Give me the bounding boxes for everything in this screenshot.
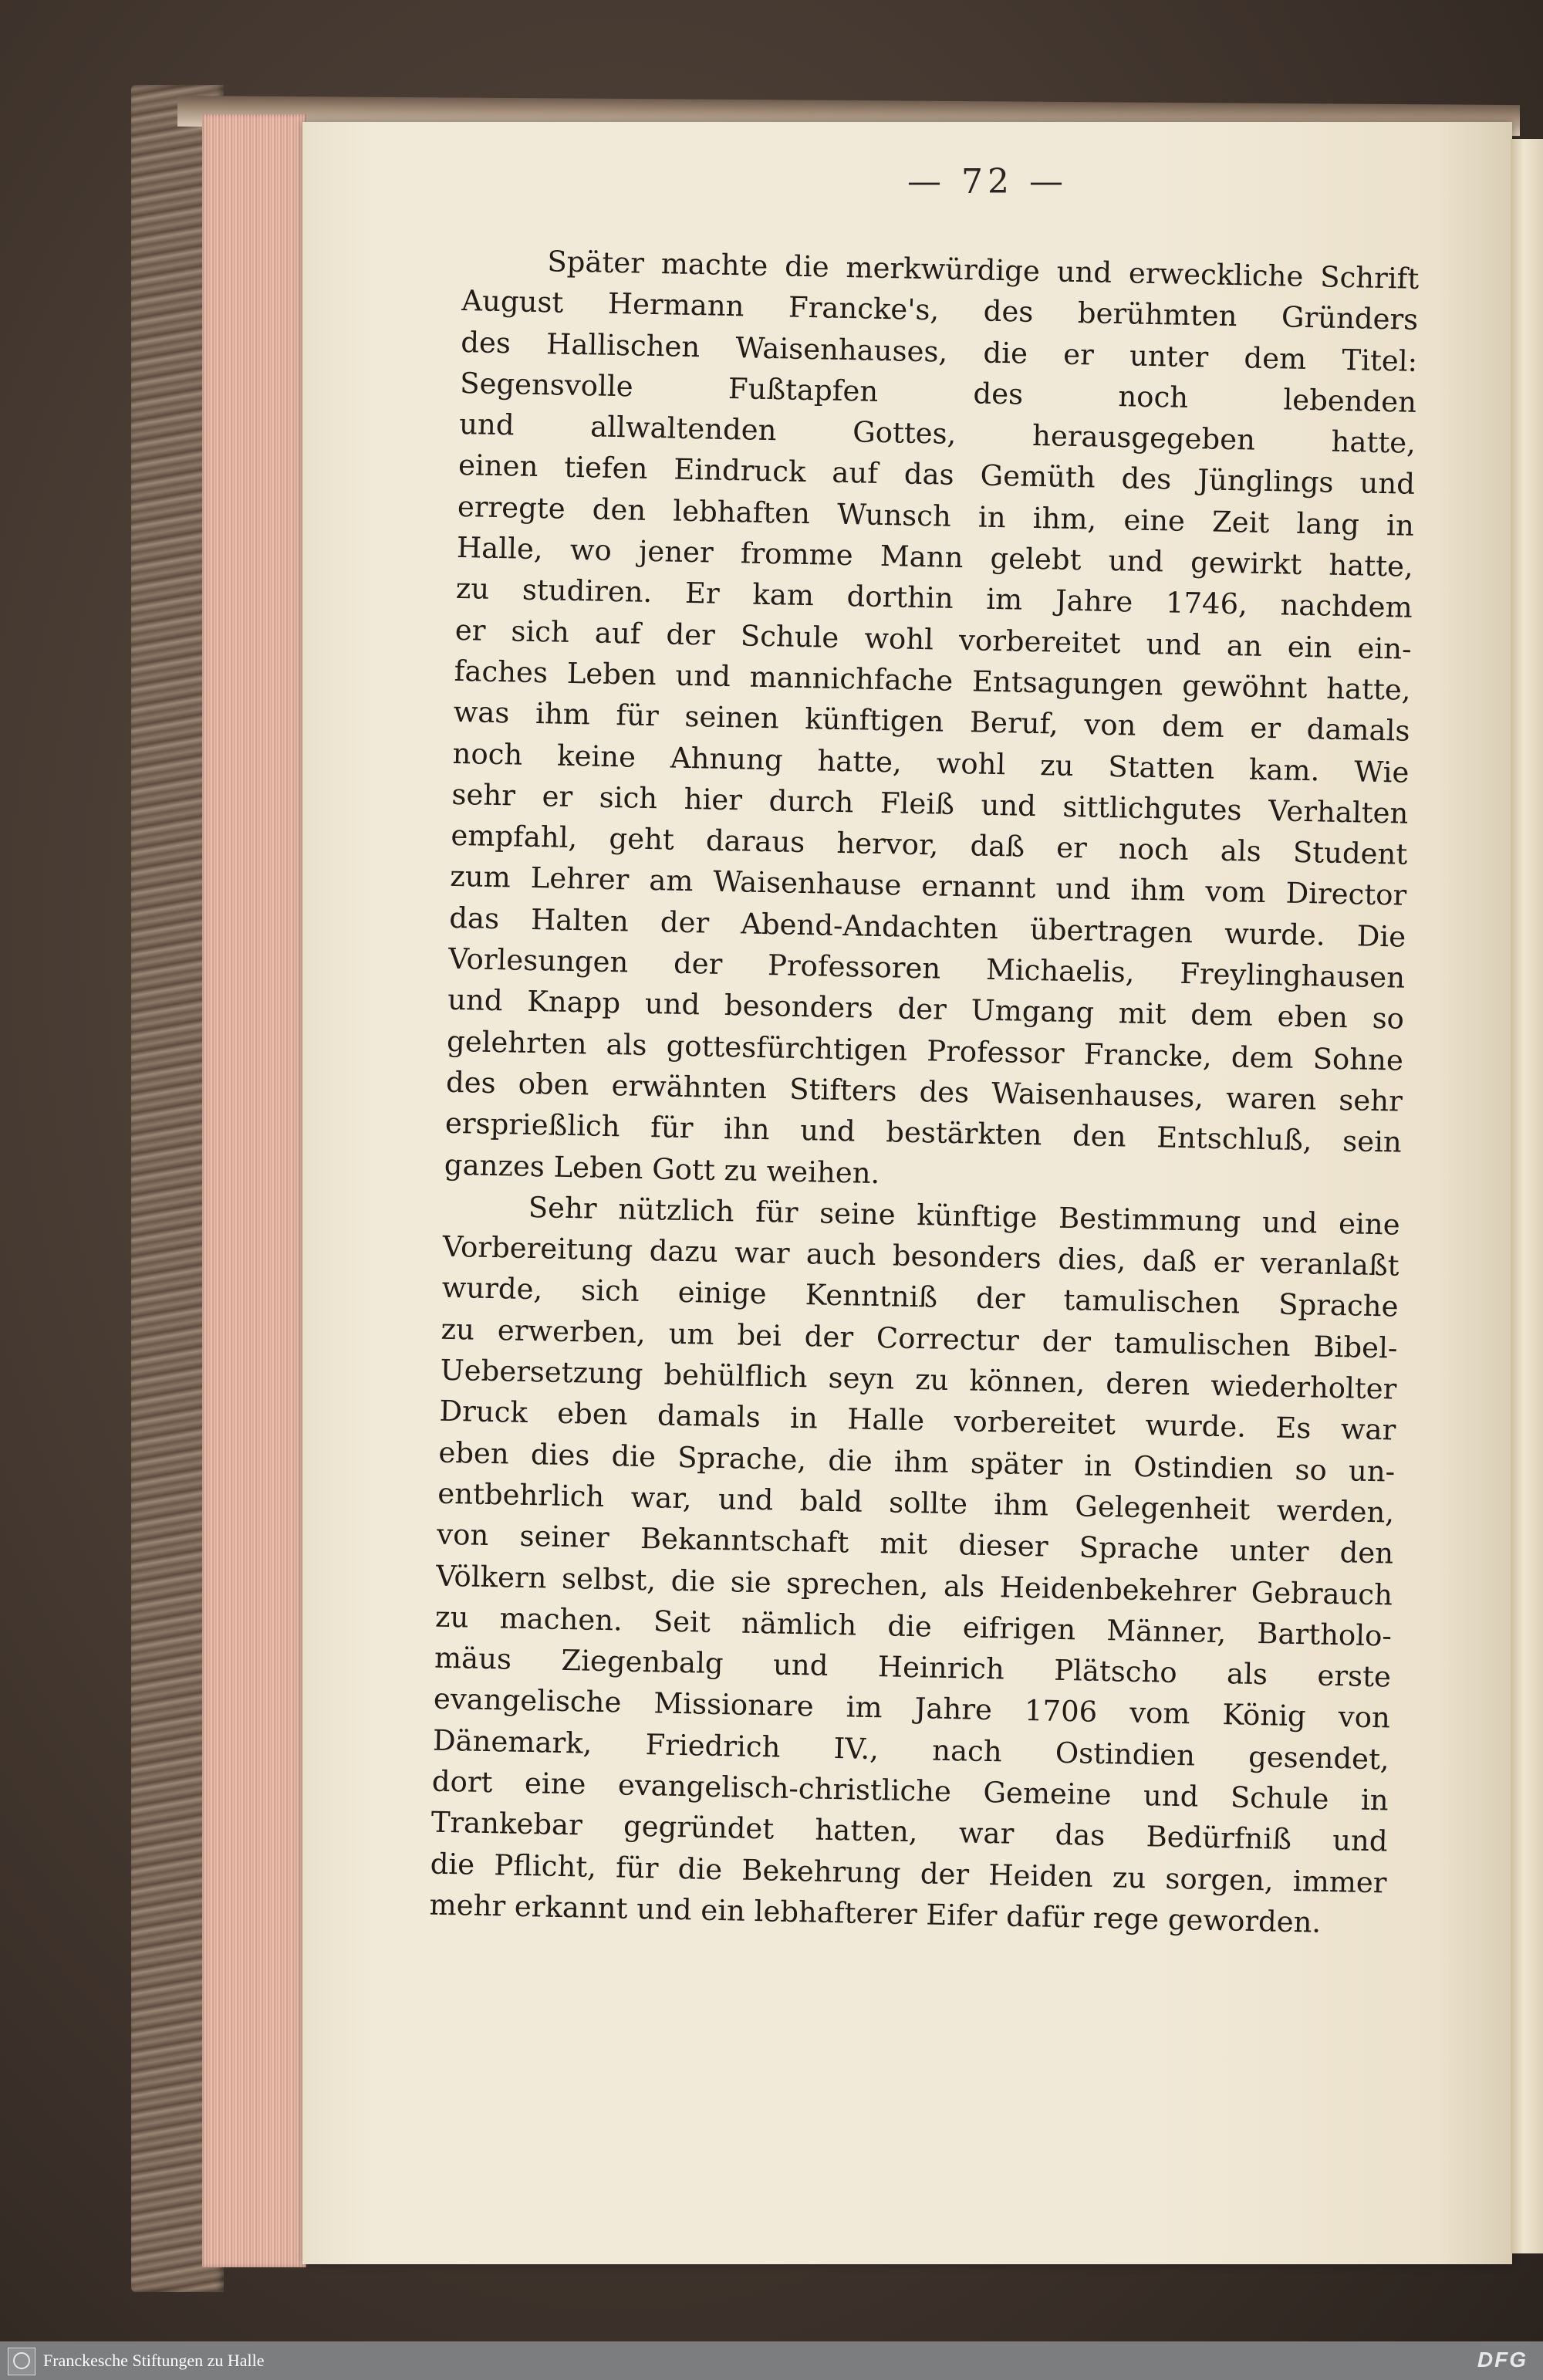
text-line: Halle, wo jener fromme Mann gelebt und gewirkt hatte, (456, 531, 1414, 583)
text-line: erregte den lebhaften Wunsch in ihm, eine Zeit lang in (457, 489, 1415, 543)
seal-icon (8, 2348, 35, 2375)
institution-name: Franckesche Stiftungen zu Halle (43, 2351, 265, 2370)
text-line: das Halten der Abend-Andachten übertragen wurde. Die (448, 901, 1406, 954)
text-line: Druck eben damals in Halle vorbereitet wurde. Es war (439, 1395, 1396, 1447)
page-text (429, 239, 1420, 1945)
text-line: er sich auf der Schule wohl vorbereitet und an ein ein- (454, 613, 1413, 666)
text-line: die Pflicht, für die Bekehrung der Heiden zu sorgen, immer (430, 1847, 1387, 1900)
paragraph-1 (444, 239, 1419, 1204)
text-line: ersprießlich für ihn und bestärkten den Entschluß, sein (444, 1107, 1403, 1159)
text-line: des Hallischen Waisenhauses, die er unter dem Titel: (460, 325, 1418, 378)
text-line: zu studiren. Er kam dorthin im Jahre 1746, nachdem (455, 572, 1413, 625)
page-number: — 72 — (907, 162, 1068, 201)
text-line: zu erwerben, um bei der Correctur der tamulischen Bibel- (441, 1312, 1398, 1365)
text-line: sehr er sich hier durch Fleiß und sittlichgutes Verhalten (451, 777, 1409, 830)
text-line: zu machen. Seit nämlich die eifrigen Männer, Bartholo- (434, 1600, 1393, 1653)
text-line: gelehrten als gottesfürchtigen Professor Francke, dem Sohne (446, 1024, 1404, 1077)
text-line: Völkern selbst, die sie sprechen, als Heidenbekehrer Gebrauch (435, 1559, 1393, 1612)
text-line: eben dies die Sprache, die ihm später in Ostindien so un- (438, 1435, 1396, 1489)
text-line: und allwaltenden Gottes, herausgegeben hatte, (458, 407, 1416, 461)
text-line: faches Leben und mannichfache Entsagungen gewöhnt hatte, (454, 654, 1411, 707)
text-line: mäus Ziegenbalg und Heinrich Plätscho als erste (434, 1641, 1392, 1694)
text-line: und Knapp und besonders der Umgang mit dem eben so (447, 983, 1405, 1036)
page-stack-edges (202, 114, 306, 2267)
facing-page-edge (1511, 139, 1543, 2253)
text-line: was ihm für seinen künftigen Beruf, von dem er damals (453, 695, 1410, 749)
text-line: Vorbereitung dazu war auch besonders dies, daß er veranlaßt (442, 1229, 1400, 1283)
text-line: Dänemark, Friedrich IV., nach Ostindien gesendet, (432, 1723, 1390, 1777)
text-line: Trankebar gegründet hatten, war das Bedürfniß und (430, 1805, 1389, 1858)
text-line: Sehr nützlich für seine künftige Bestimmung und eine (528, 1190, 1401, 1242)
text-line: Später machte die merkwürdige und erweckliche Schrift (547, 245, 1420, 296)
text-line: noch keine Ahnung hatte, wohl zu Statten kam. Wie (452, 736, 1410, 789)
viewer-footer (0, 2341, 1543, 2380)
text-line: August Hermann Francke's, des berühmten Gründers (461, 284, 1419, 337)
text-line: einen tiefen Eindruck auf das Gemüth des Jünglings und (457, 448, 1416, 502)
paragraph-2 (429, 1185, 1400, 1945)
text-line: mehr erkannt und ein lebhafterer Eifer dafür rege geworden. (429, 1888, 1322, 1939)
text-line: Vorlesungen der Professoren Michaelis, Freylinghausen (447, 942, 1406, 995)
text-line: dort eine evangelisch-christliche Gemeine und Schule in (431, 1764, 1389, 1817)
text-line: empfahl, geht daraus hervor, daß er noch als Student (451, 819, 1408, 871)
text-line: Uebersetzung behülflich seyn zu können, deren wiederholter (440, 1353, 1397, 1406)
text-line: Segensvolle Fußtapfen des noch lebenden (459, 366, 1417, 419)
text-line: ganzes Leben Gott zu weihen. (444, 1148, 880, 1190)
dfg-logo: DFG (1477, 2348, 1528, 2372)
text-line: entbehrlich war, und bald sollte ihm Gelegenheit werden, (437, 1476, 1395, 1530)
text-line: von seiner Bekanntschaft mit dieser Sprache unter den (436, 1517, 1394, 1570)
text-line: zum Lehrer am Waisenhause ernannt und ihm vom Director (449, 860, 1407, 913)
text-line: evangelische Missionare im Jahre 1706 vom König von (433, 1682, 1391, 1735)
text-line: des oben erwähnten Stifters des Waisenhauses, waren sehr (445, 1065, 1403, 1118)
text-line: wurde, sich einige Kenntniß der tamulischen Sprache (441, 1271, 1399, 1324)
